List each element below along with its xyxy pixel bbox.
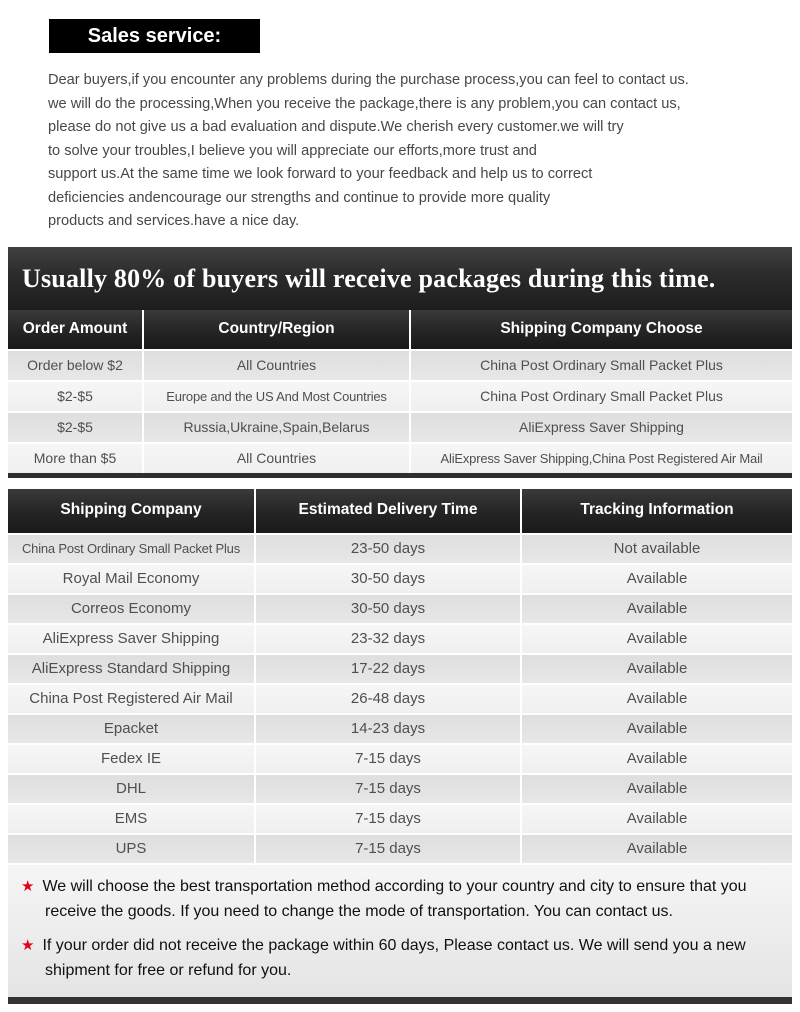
- table-cell: Europe and the US And Most Countries: [142, 382, 409, 411]
- table-cell: Not available: [520, 535, 792, 563]
- shipping-time-banner: Usually 80% of buyers will receive packages during this time.: [8, 247, 792, 310]
- table-cell: 7-15 days: [254, 745, 520, 773]
- note-item: [21, 933, 774, 983]
- table-cell: AliExpress Saver Shipping,China Post Registered Air Mail: [409, 444, 792, 473]
- table-cell: 23-32 days: [254, 625, 520, 653]
- column-header: Shipping Company: [60, 500, 202, 518]
- table-cell: China Post Ordinary Small Packet Plus: [21, 540, 241, 556]
- table-cell: 23-50 days: [254, 535, 520, 563]
- table-row: [8, 743, 792, 773]
- table-row: [8, 653, 792, 683]
- table-cell: DHL: [115, 779, 146, 797]
- table-row: [8, 593, 792, 623]
- paragraph-line: please do not give us a bad evaluation and dispute.We cherish every customer.we will try: [48, 119, 624, 135]
- table-row: [8, 773, 792, 803]
- section-divider: [8, 997, 792, 1004]
- note-text: If your order did not receive the package within 60 days, Please contact us. We will send you a new shipment for free or refund for you.: [42, 936, 746, 979]
- star-icon: ★: [21, 936, 35, 954]
- paragraph-line: support us.At the same time we look forward to your feedback and help us to correct: [48, 166, 593, 182]
- table-row: [8, 713, 792, 743]
- table-cell: Epacket: [103, 719, 159, 737]
- table-cell: Available: [520, 805, 792, 833]
- star-icon: ★: [21, 877, 35, 895]
- column-header: Shipping Company Choose: [409, 310, 792, 349]
- table-cell: Fedex IE: [100, 749, 162, 767]
- table-row: [8, 380, 792, 411]
- table-cell: Available: [520, 685, 792, 713]
- column-header: Order Amount: [22, 319, 128, 337]
- sales-service-title: Sales service:: [49, 19, 260, 53]
- table-cell: 17-22 days: [254, 655, 520, 683]
- paragraph-line: deficiencies andencourage our strengths and continue to provide more quality: [48, 189, 551, 206]
- table-cell: EMS: [114, 809, 148, 827]
- table-cell: 30-50 days: [254, 595, 520, 623]
- shipping-time-section: [8, 247, 792, 478]
- table-cell: Available: [520, 745, 792, 773]
- table-cell: 7-15 days: [254, 775, 520, 803]
- table-cell: Royal Mail Economy: [62, 569, 200, 587]
- column-header: Estimated Delivery Time: [254, 489, 520, 533]
- table-cell: AliExpress Standard Shipping: [31, 659, 231, 677]
- sales-service-section: [0, 19, 800, 234]
- table-row: [8, 411, 792, 442]
- table-cell: $2-$5: [57, 418, 93, 435]
- delivery-header-row: [8, 489, 792, 533]
- paragraph-line: products and services.have a nice day.: [48, 213, 300, 229]
- table-cell: 14-23 days: [254, 715, 520, 743]
- table-cell: 30-50 days: [254, 565, 520, 593]
- sales-service-paragraph: [48, 69, 770, 234]
- table-cell: Available: [520, 625, 792, 653]
- column-header: Country/Region: [142, 310, 409, 349]
- table-cell: AliExpress Saver Shipping: [42, 629, 220, 647]
- table-cell: Available: [520, 655, 792, 683]
- column-header: Tracking Information: [520, 489, 792, 533]
- delivery-time-section: [8, 489, 792, 1004]
- table-cell: China Post Registered Air Mail: [29, 689, 233, 707]
- shipping-notes: [8, 863, 792, 997]
- table-cell: AliExpress Saver Shipping: [409, 413, 792, 442]
- table-cell: More than $5: [33, 449, 117, 466]
- table-cell: 26-48 days: [254, 685, 520, 713]
- paragraph-line: to solve your troubles,I believe you will appreciate our efforts,more trust and: [48, 142, 537, 159]
- table-row: [8, 533, 792, 563]
- table-row: [8, 563, 792, 593]
- table-cell: Correos Economy: [70, 599, 192, 617]
- section-divider: [8, 473, 792, 478]
- table-cell: Order below $2: [27, 356, 123, 373]
- table-cell: Available: [520, 775, 792, 803]
- table-row: [8, 683, 792, 713]
- table-cell: Available: [520, 835, 792, 863]
- table-cell: Russia,Ukraine,Spain,Belarus: [142, 413, 409, 442]
- note-item: [21, 874, 774, 924]
- table-row: [8, 442, 792, 473]
- table-cell: 7-15 days: [254, 805, 520, 833]
- table-row: [8, 349, 792, 380]
- table-row: [8, 803, 792, 833]
- table-cell: China Post Ordinary Small Packet Plus: [409, 382, 792, 411]
- table-cell: 7-15 days: [254, 835, 520, 863]
- table-cell: Available: [520, 595, 792, 623]
- table-cell: China Post Ordinary Small Packet Plus: [409, 351, 792, 380]
- paragraph-line: Dear buyers,if you encounter any problems during the purchase process,you can feel to contact us.: [48, 72, 689, 88]
- table-cell: Available: [520, 715, 792, 743]
- paragraph-line: we will do the processing,When you receive the package,there is any problem,you can contact us,: [48, 95, 681, 112]
- table-cell: All Countries: [142, 444, 409, 473]
- table-cell: All Countries: [142, 351, 409, 380]
- shipping-time-header-row: [8, 310, 792, 349]
- table-row: [8, 623, 792, 653]
- table-cell: UPS: [115, 839, 147, 857]
- table-cell: $2-$5: [57, 387, 93, 404]
- note-text: We will choose the best transportation method according to your country and city to ensure that you receive the goods. If you need to change the mode of transportation. You can contact us.: [42, 877, 747, 920]
- table-row: [8, 833, 792, 863]
- table-cell: Available: [520, 565, 792, 593]
